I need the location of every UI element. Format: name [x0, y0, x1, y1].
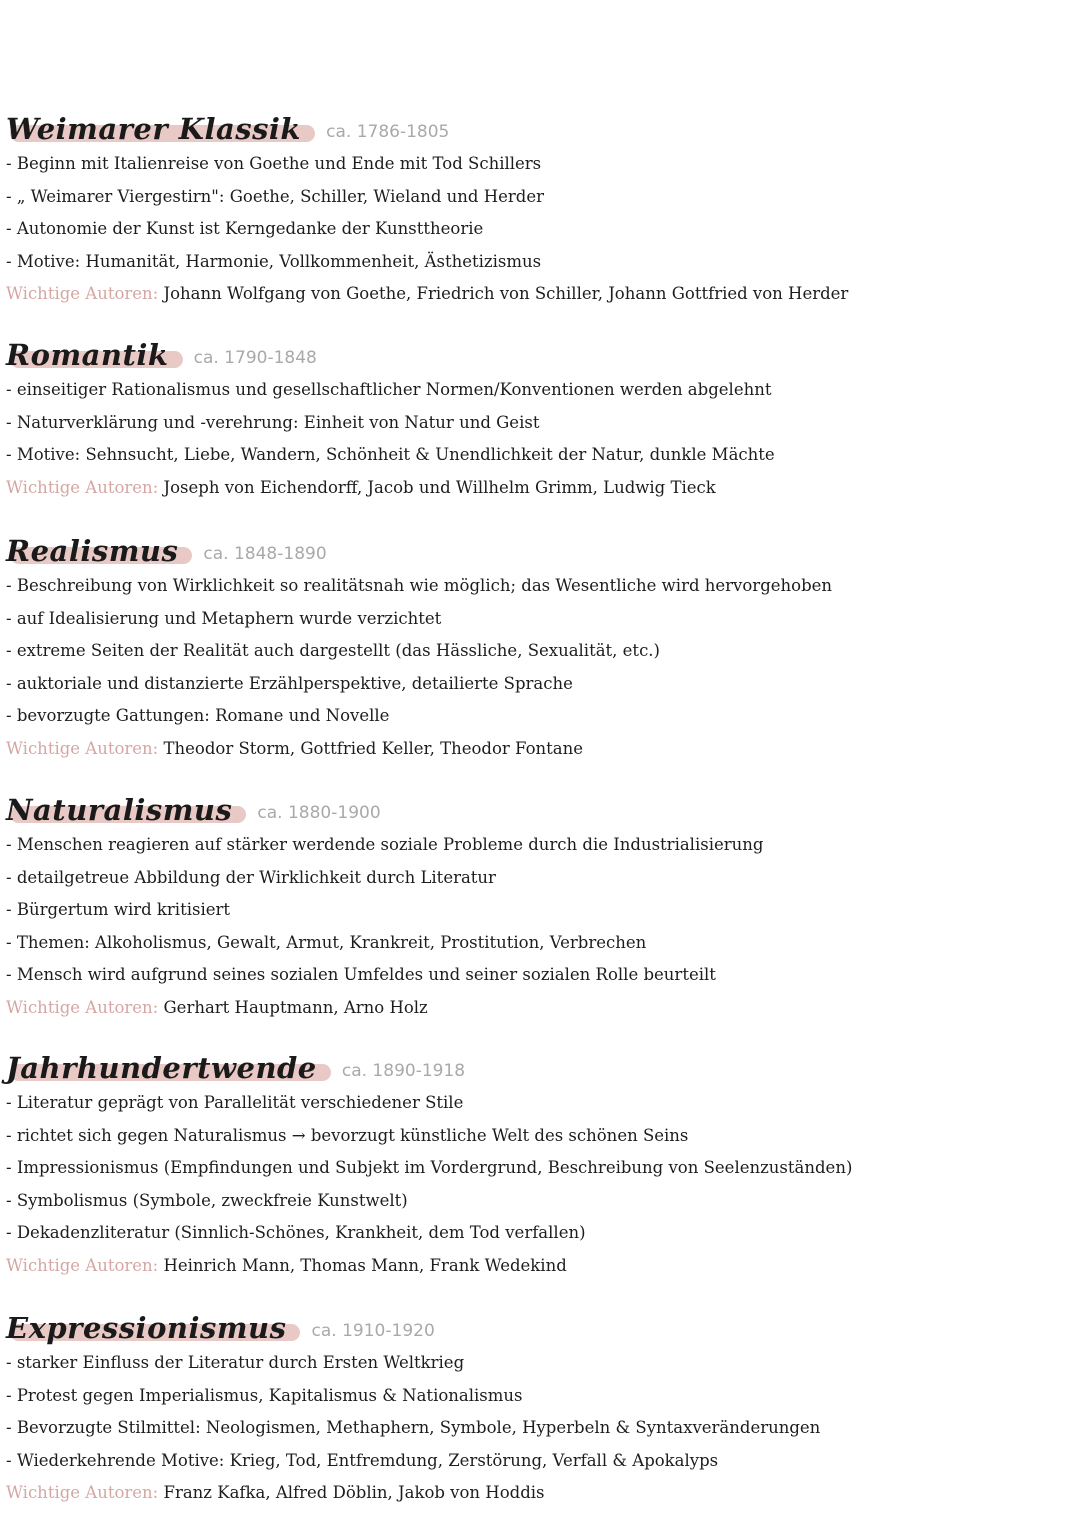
- title-highlight: [6, 793, 232, 827]
- bullet-point: - Wiederkehrende Motive: Krieg, Tod, Entfremdung, Zerstörung, Verfall & Apokalyps: [6, 1450, 719, 1470]
- bullet-point: - Mensch wird aufgrund seines sozialen Umfeldes und seiner sozialen Rolle beurteilt: [6, 965, 716, 984]
- bullet-point: - bevorzugte Gattungen: Romane und Novelle: [6, 706, 390, 725]
- section-title: Expressionismus: [6, 1311, 287, 1345]
- bullet-point: - Bevorzugte Stilmittel: Neologismen, Methaphern, Symbole, Hyperbeln & Syntaxveränderungen: [6, 1418, 821, 1437]
- bullet-point: - Themen: Alkoholismus, Gewalt, Armut, Krankreit, Prostitution, Verbrechen: [6, 932, 647, 952]
- authors-list: Joseph von Eichendorff, Jacob und Willhelm Grimm, Ludwig Tieck: [163, 477, 716, 497]
- bullet-point: - Beschreibung von Wirklichkeit so realitätsnah wie möglich; das Wesentliche wird hervorgehoben: [6, 576, 833, 595]
- section-period: ca. 1890-1918: [341, 1061, 466, 1081]
- authors-list: Heinrich Mann, Thomas Mann, Frank Wedekind: [163, 1255, 567, 1275]
- title-highlight: [6, 338, 169, 372]
- section-period: ca. 1880-1900: [257, 803, 381, 823]
- section-realismus: [6, 534, 1066, 765]
- bullet-point: - Beginn mit Italienreise von Goethe und Ende mit Tod Schillers: [6, 154, 542, 173]
- section-header: [6, 1051, 1066, 1087]
- bullet-point: - starker Einfluss der Literatur durch Ersten Weltkrieg: [6, 1353, 465, 1372]
- bullet-point: - Naturverklärung und -verehrung: Einheit von Natur und Geist: [6, 412, 540, 432]
- section-title: Naturalismus: [6, 793, 233, 827]
- section-title: Realismus: [6, 534, 179, 568]
- bullet-point: - Autonomie der Kunst ist Kerngedanke der Kunsttheorie: [6, 219, 484, 238]
- section-header: [6, 338, 1066, 374]
- bullet-point: - Motive: Humanität, Harmonie, Vollkommenheit, Ästhetizismus: [6, 251, 542, 271]
- bullet-point: - Impressionismus (Empfindungen und Subjekt im Vordergrund, Beschreibung von Seelenzuständen): [6, 1158, 853, 1177]
- bullet-point: - Motive: Sehnsucht, Liebe, Wandern, Schönheit & Unendlichkeit der Natur, dunkle Mächte: [6, 445, 775, 464]
- bullet-point: - Protest gegen Imperialismus, Kapitalismus & Nationalismus: [6, 1385, 523, 1405]
- section-weimarer-klassik: [6, 112, 1066, 311]
- bullet-point: - Menschen reagieren auf stärker werdende soziale Probleme durch die Industrialisierung: [6, 835, 764, 854]
- title-highlight: [6, 1051, 317, 1085]
- title-highlight: [6, 534, 178, 568]
- section-header: [6, 534, 1066, 570]
- section-naturalismus: [6, 793, 1066, 1024]
- authors-list: Theodor Storm, Gottfried Keller, Theodor Fontane: [163, 738, 584, 758]
- section-header: [6, 112, 1066, 148]
- bullet-point: - auktoriale und distanzierte Erzählperspektive, detailierte Sprache: [6, 673, 573, 693]
- bullet-point: - richtet sich gegen Naturalismus → bevorzugt künstliche Welt des schönen Seins: [6, 1125, 689, 1145]
- authors-line: [6, 472, 1066, 505]
- authors-label: Wichtige Autoren:: [6, 284, 159, 303]
- section-period: ca. 1786-1805: [326, 122, 450, 142]
- authors-list: Johann Wolfgang von Goethe, Friedrich von Schiller, Johann Gottfried von Herder: [163, 284, 849, 303]
- section-title: Romantik: [6, 338, 169, 372]
- section-period: ca. 1910-1920: [311, 1321, 435, 1341]
- section-period: ca. 1848-1890: [203, 544, 327, 564]
- bullet-point: - Literatur geprägt von Parallelität verschiedener Stile: [6, 1093, 464, 1112]
- authors-line: [6, 733, 1066, 766]
- bullet-point: - einseitiger Rationalismus und gesellschaftlicher Normen/Konventionen werden abgelehnt: [6, 380, 772, 399]
- section-header: [6, 1311, 1066, 1347]
- authors-list: Gerhart Hauptmann, Arno Holz: [163, 997, 428, 1017]
- authors-label: Wichtige Autoren:: [6, 738, 159, 758]
- bullet-point: - „ Weimarer Viergestirn": Goethe, Schiller, Wieland und Herder: [6, 186, 544, 206]
- authors-list: Franz Kafka, Alfred Döblin, Jakob von Hoddis: [163, 1483, 545, 1502]
- bullet-point: - auf Idealisierung und Metaphern wurde verzichtet: [6, 608, 442, 628]
- bullet-point: - extreme Seiten der Realität auch dargestellt (das Hässliche, Sexualität, etc.): [6, 641, 660, 660]
- authors-label: Wichtige Autoren:: [6, 1255, 159, 1275]
- bullet-point: - Symbolismus (Symbole, zweckfreie Kunstwelt): [6, 1190, 408, 1210]
- authors-line: [6, 278, 1066, 311]
- authors-label: Wichtige Autoren:: [6, 477, 159, 497]
- authors-line: [6, 1250, 1066, 1283]
- section-romantik: [6, 338, 1066, 504]
- section-period: ca. 1790-1848: [193, 348, 317, 368]
- bullet-point: - Dekadenzliteratur (Sinnlich-Schönes, Krankheit, dem Tod verfallen): [6, 1223, 586, 1242]
- section-title: Weimarer Klassik: [6, 112, 302, 146]
- bullet-point: - detailgetreue Abbildung der Wirklichkeit durch Literatur: [6, 867, 496, 887]
- section-header: [6, 793, 1066, 829]
- bullet-point: - Bürgertum wird kritisiert: [6, 900, 231, 919]
- authors-label: Wichtige Autoren:: [6, 1483, 159, 1502]
- authors-line: [6, 1477, 1066, 1510]
- authors-line: [6, 992, 1066, 1025]
- title-highlight: [6, 112, 301, 146]
- section-title: Jahrhundertwende: [6, 1051, 317, 1085]
- authors-label: Wichtige Autoren:: [6, 997, 159, 1017]
- section-jahrhundertwende: [6, 1051, 1066, 1282]
- section-expressionismus: [6, 1311, 1066, 1510]
- title-highlight: [6, 1311, 286, 1345]
